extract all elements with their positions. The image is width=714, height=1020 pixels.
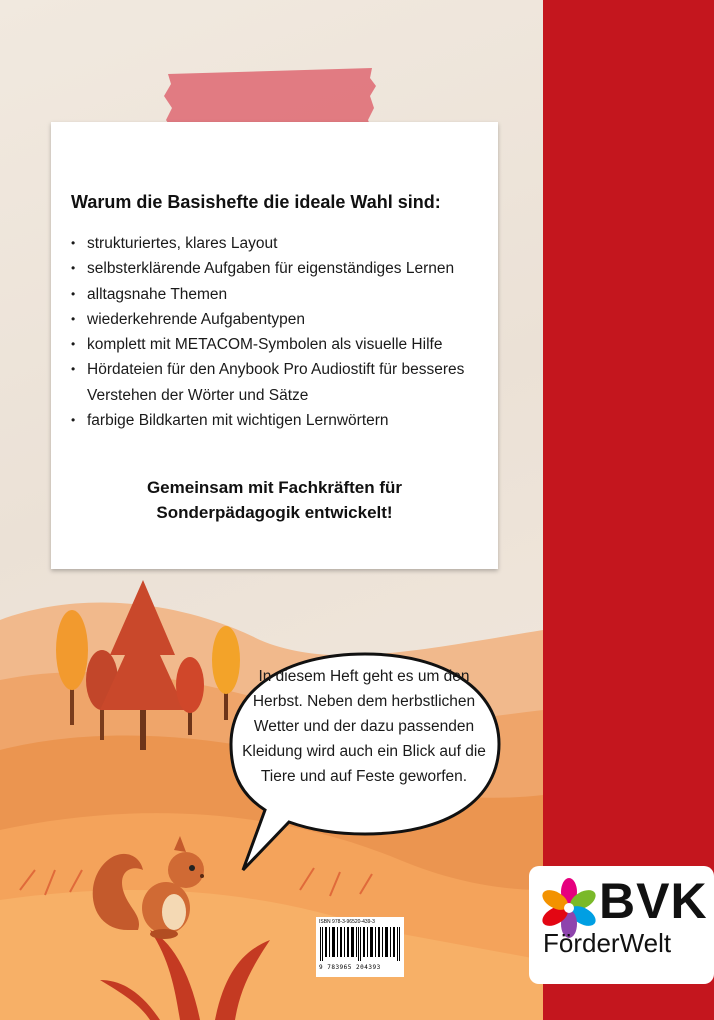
feature-list (71, 231, 491, 433)
tagline-line-2: Sonderpädagogik entwickelt! (156, 503, 393, 522)
isbn-barcode (316, 917, 404, 977)
card-tagline (51, 475, 498, 525)
list-item: • farbige Bildkarten mit wichtigen Lernwörtern (71, 408, 491, 433)
speech-bubble-text: In diesem Heft geht es um den Herbst. Neben dem herbstlichen Wetter und der dazu passenden Kleidung wird auch ein Blick auf die Tiere und auf Feste geworfen. (242, 668, 486, 785)
list-item: • strukturiertes, klares Layout (71, 231, 491, 256)
list-item: • komplett mit METACOM-Symbolen als visuelle Hilfe (71, 332, 491, 357)
isbn-digits: 9 783965 204393 (319, 964, 381, 971)
isbn-label: ISBN 978-3-96520-439-3 (319, 919, 375, 925)
squirrel-illustration (88, 830, 218, 940)
bvk-logo (529, 866, 714, 984)
card-title: Warum die Basishefte die ideale Wahl sind: (71, 192, 441, 212)
list-item: • Hördateien für den Anybook Pro Audiostift für besseres Verstehen der Wörter und Sätze (71, 357, 491, 408)
list-item: • wiederkehrende Aufgabentypen (71, 307, 491, 332)
barcode-icon (320, 927, 400, 961)
tagline-line-1: Gemeinsam mit Fachkräften für (146, 478, 403, 497)
logo-name: BVK (599, 873, 708, 929)
info-card (51, 122, 498, 569)
list-item: • alltagsnahe Themen (71, 282, 491, 307)
logo-subtitle: FörderWelt (543, 928, 672, 958)
list-item: • selbsterklärende Aufgaben für eigenständiges Lernen (71, 256, 491, 281)
